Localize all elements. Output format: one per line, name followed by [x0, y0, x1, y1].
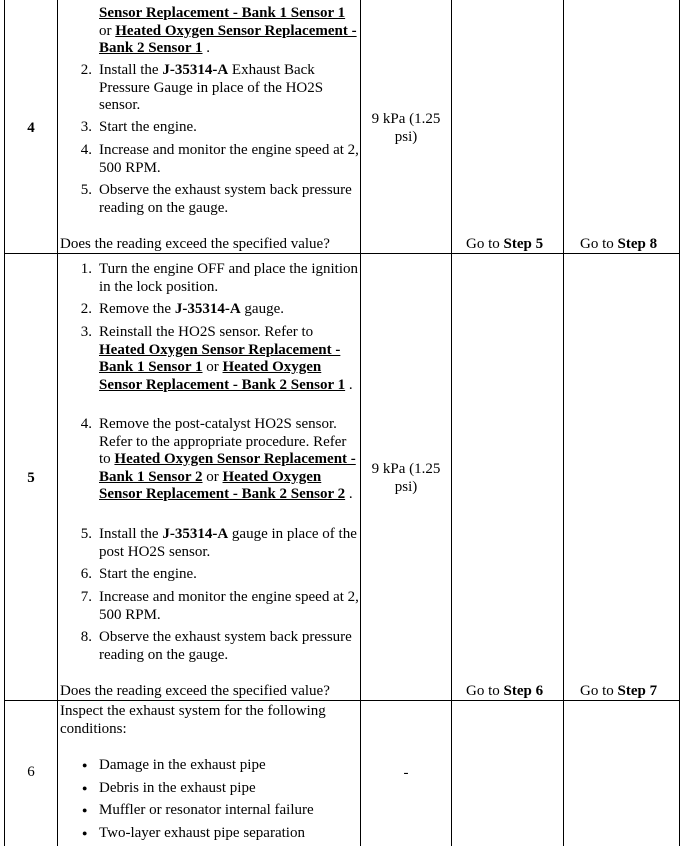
step-intro: Inspect the exhaust system for the following conditions: — [60, 703, 326, 737]
tool-name: J-35314-A — [162, 526, 229, 542]
specified-value: 9 kPa (1.25 psi) — [371, 111, 441, 145]
procedure-link[interactable]: Heated Oxygen Sensor Replacement - Bank 2 Sensor 1 — [99, 22, 357, 56]
no-action: Go to Step 8 — [580, 236, 658, 252]
yes-action: Go to Step 5 — [466, 236, 544, 252]
table-column-divider — [451, 0, 452, 846]
procedure-link[interactable]: Heated Oxygen Sensor Replacement - Bank 1 Sensor 2 — [99, 451, 356, 485]
tool-name: J-35314-A — [162, 62, 229, 78]
bullet-icon: ● — [82, 760, 88, 770]
tool-name: J-35314-A — [174, 301, 241, 317]
step-number: 6 — [27, 764, 35, 780]
step-link[interactable]: Step 6 — [503, 683, 544, 699]
bullet-icon: ● — [82, 805, 88, 815]
step-question: Does the reading exceed the specified value? — [60, 683, 330, 699]
procedure-link[interactable]: Sensor Replacement - Bank 1 Sensor 1 — [99, 5, 346, 21]
bullet-icon: ● — [82, 828, 88, 838]
step-link[interactable]: Step 8 — [617, 236, 658, 252]
step-question: Does the reading exceed the specified value? — [60, 236, 330, 252]
step-number: 5 — [27, 470, 35, 486]
specified-value: 9 kPa (1.25 psi) — [371, 461, 441, 495]
table-column-divider — [57, 0, 58, 846]
procedure-link[interactable]: Heated Oxygen Sensor Replacement - Bank 2 Sensor 2 — [99, 468, 346, 502]
specified-value: - — [403, 765, 409, 781]
table-border-right — [679, 0, 680, 846]
table-column-divider — [563, 0, 564, 846]
step-link[interactable]: Step 7 — [617, 683, 658, 699]
bullet-icon: ● — [82, 783, 88, 793]
no-action: Go to Step 7 — [580, 683, 658, 699]
procedure-link[interactable]: Heated Oxygen Sensor Replacement - Bank 2 Sensor 1 — [99, 359, 346, 393]
procedure-link[interactable]: Heated Oxygen Sensor Replacement - Bank 1 Sensor 1 — [99, 341, 341, 375]
yes-action: Go to Step 6 — [466, 683, 544, 699]
step-link[interactable]: Step 5 — [503, 236, 544, 252]
step-number: 4 — [27, 120, 35, 136]
